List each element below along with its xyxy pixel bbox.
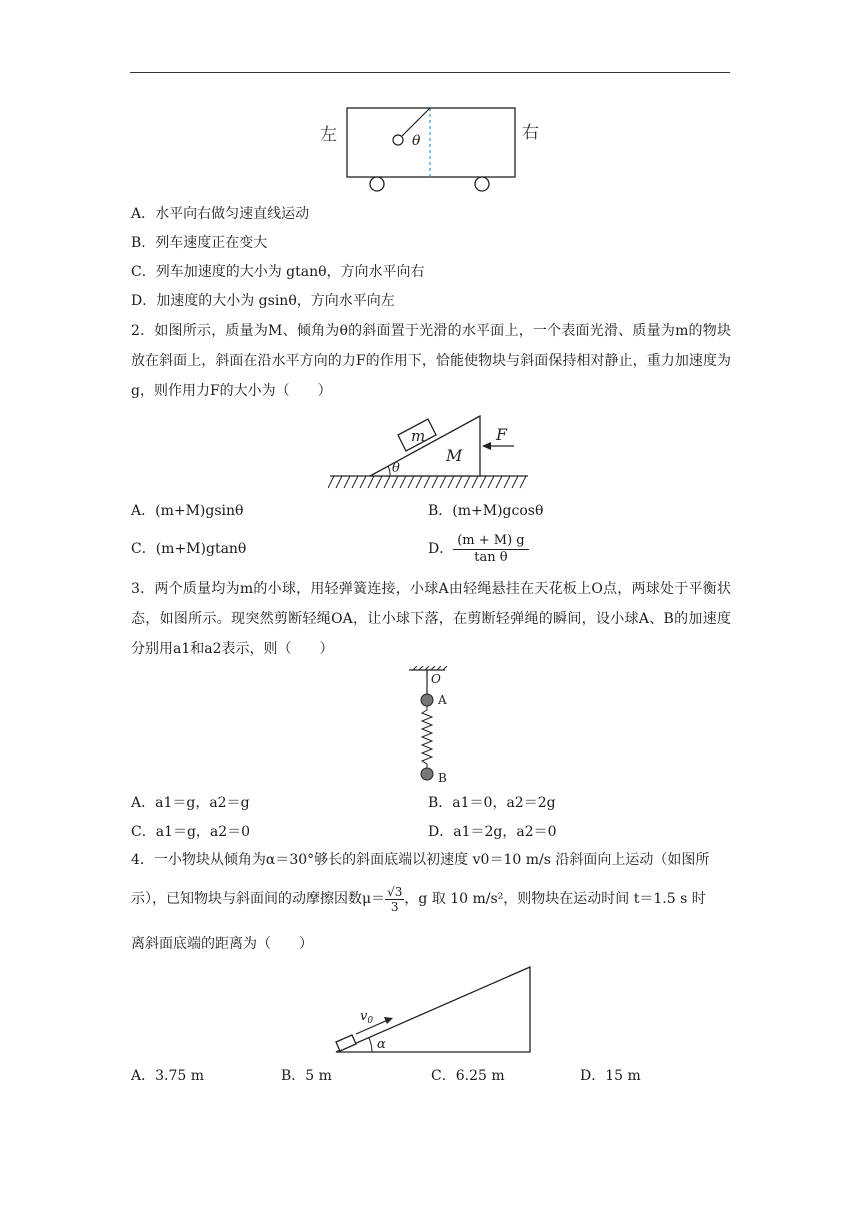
q3-option-a[interactable]: A．a1＝g，a2＝g: [131, 795, 250, 811]
q1-option-d[interactable]: D．加速度的大小为 gsinθ，方向水平向左: [131, 293, 395, 309]
q4-option-c[interactable]: C．6.25 m: [431, 1068, 505, 1084]
q3-option-b[interactable]: B．a1＝0，a2＝2g: [428, 795, 556, 811]
q4-stem-line1: 4．一小物块从倾角为α＝30°够长的斜面底端以初速度 v0＝10 m/s 沿斜面向上运动（如图所: [131, 852, 710, 868]
spring-balls-diagram: [405, 666, 465, 788]
q2-option-d[interactable]: [428, 530, 529, 568]
q4-stem-line2: [131, 880, 706, 918]
incline-block-diagram: [328, 408, 533, 493]
incline-M-label: M: [446, 446, 463, 465]
q3-stem: 3．两个质量均为m的小球，用轻弹簧连接，小球A由轻绳悬挂在天花板上O点，两球处于平衡状态，如图所示。现突然剪断轻绳OA，让小球下落，在剪断轻弹绳的瞬间，设小球A、B的加速度分别用a1和a2表示，则（ ）: [131, 581, 731, 657]
q4-option-b[interactable]: B．5 m: [281, 1068, 332, 1084]
q2-option-b[interactable]: B．(m+M)gcosθ: [428, 503, 544, 519]
q3-option-c[interactable]: C．a1＝g，a2＝0: [131, 824, 251, 840]
q4-stem-line2a: 示），已知物块与斜面间的动摩擦因数μ＝: [131, 891, 386, 907]
mu-numerator: √3: [387, 884, 403, 899]
q3-option-d[interactable]: D．a1＝2g，a2＝0: [428, 824, 557, 840]
force-F-label: F: [496, 425, 508, 444]
mu-denominator: 3: [390, 899, 399, 914]
v0-label: $v_0$: [360, 1009, 374, 1026]
train-car-diagram: [310, 100, 560, 195]
mu-fraction: [385, 885, 404, 914]
q1-option-a[interactable]: A．水平向右做匀速直线运动: [131, 206, 310, 222]
incline-theta-label: θ: [392, 461, 400, 476]
left-label: 左: [320, 125, 337, 145]
q1-option-b[interactable]: B．列车速度正在变大: [131, 235, 268, 251]
q4-stem-line2b: ，g 取 10 m/s²，则物块在运动时间 t＝1.5 s 时: [404, 891, 706, 907]
block-m-label: m: [411, 427, 426, 445]
v0-subscript: 0: [367, 1016, 374, 1026]
point-O-label: O: [431, 672, 441, 686]
q4-stem-line3: 离斜面底端的距离为（ ）: [131, 936, 313, 952]
ball-B-label: B: [438, 771, 447, 785]
q2-option-d-prefix: D．: [428, 541, 454, 557]
q2-option-c[interactable]: C．(m+M)gtanθ: [131, 541, 247, 557]
fraction-numerator: (m + M) g: [453, 533, 528, 550]
q1-option-c[interactable]: C．列车加速度的大小为 gtanθ，方向水平向右: [131, 264, 425, 280]
q2-stem: 2．如图所示，质量为M、倾角为θ的斜面置于光滑的水平面上，一个表面光滑、质量为m的物块放在斜面上，斜面在沿水平方向的力F的作用下，恰能使物块与斜面保持相对静止，重力加速度为g，则作用力F的大小为（ ）: [131, 323, 731, 399]
q2-option-a[interactable]: A．(m+M)gsinθ: [131, 503, 244, 519]
incline-velocity-diagram: [330, 962, 535, 1057]
theta-label: θ: [412, 133, 421, 149]
fraction-denominator: tan θ: [474, 549, 508, 565]
right-label: 右: [522, 123, 539, 143]
q4-option-a[interactable]: A．3.75 m: [131, 1068, 205, 1084]
alpha-label: α: [377, 1037, 386, 1052]
header-rule: [130, 72, 730, 73]
q4-option-d[interactable]: D．15 m: [580, 1068, 641, 1084]
q2-option-d-fraction: [453, 533, 528, 566]
ball-A-label: A: [438, 693, 447, 707]
